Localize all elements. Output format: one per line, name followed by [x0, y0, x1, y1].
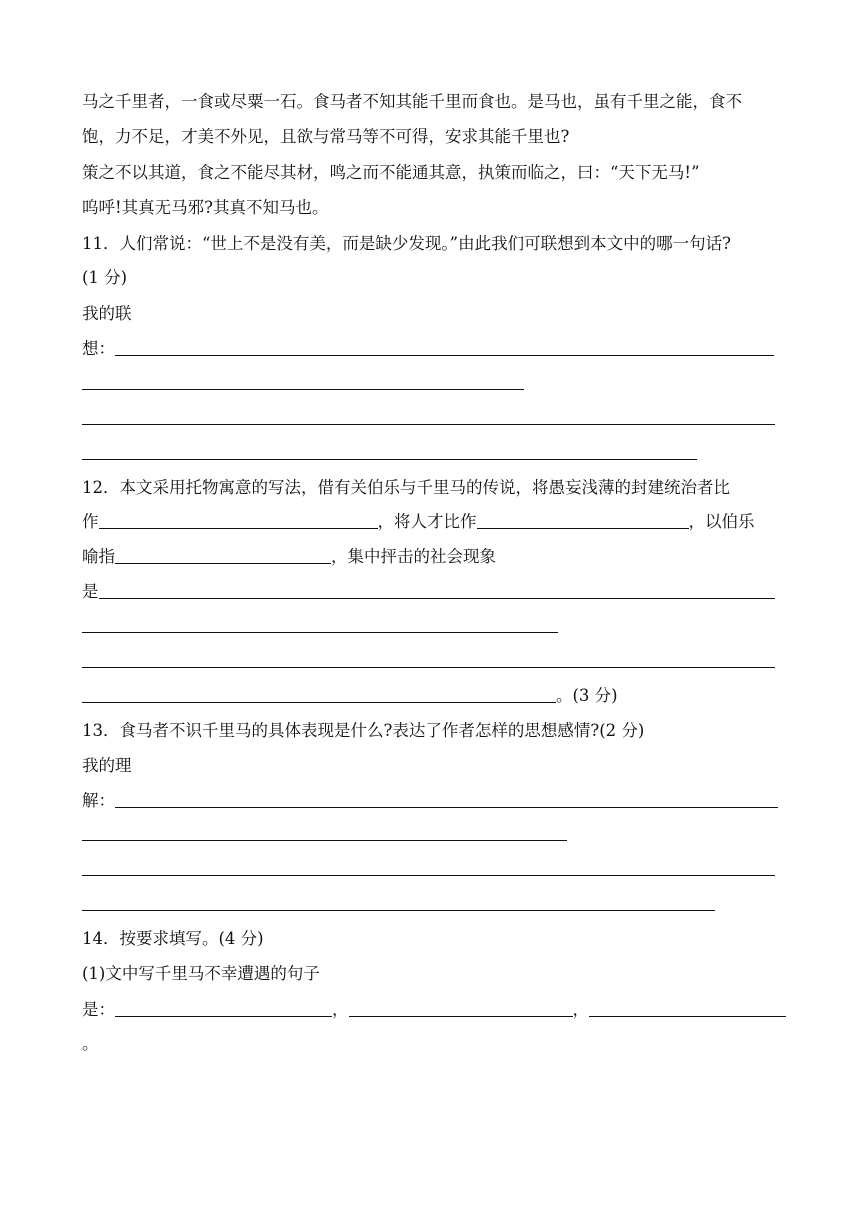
q12-blank-rulers[interactable] [99, 507, 378, 529]
q12-line-3 [82, 542, 496, 572]
q13-answer-rule-4[interactable] [82, 910, 715, 911]
q13-answer-rule-2[interactable] [82, 840, 567, 841]
passage-line-4: 呜呼!其真无马邪?其真不知马也。 [82, 198, 329, 217]
q12-answer-rule-2[interactable] [82, 632, 558, 633]
q12-text-rencai: ，将人才比作 [377, 512, 477, 531]
q12-text-yuzhi: 喻指 [82, 547, 115, 566]
q13-answer-line-1 [82, 786, 778, 816]
q12-text-zuo: 作 [82, 512, 99, 531]
passage-line-3: 策之不以其道，食之不能尽其材，鸣之而不能通其意，执策而临之，曰：“天下无马!” [82, 163, 700, 182]
q14-line-3 [82, 995, 786, 1025]
q11-answer-rule-2[interactable] [82, 389, 524, 390]
q12-blank-last[interactable] [82, 681, 556, 703]
q12-score: 。(3 分) [556, 686, 618, 705]
q13-label-a: 我的理 [82, 756, 132, 775]
q12-line-2 [82, 507, 755, 537]
q14-comma-2: ， [572, 1000, 589, 1019]
q12-text-xianxiang: ，集中抨击的社会现象 [331, 547, 496, 566]
q12-stem: 12．本文采用托物寓意的写法，借有关伯乐与千里马的传说，将愚妄浅薄的封建统治者比 [82, 478, 730, 497]
q13-answer-rule-3[interactable] [82, 875, 775, 876]
q12-blank-phenomenon[interactable] [99, 577, 775, 599]
q13-label-b: 解： [82, 791, 115, 810]
q11-answer-rule-4[interactable] [82, 459, 697, 460]
q12-blank-bole[interactable] [115, 542, 331, 564]
q12-text-shi: 是 [82, 582, 99, 601]
q12-answer-rule-3[interactable] [82, 667, 775, 668]
q11-answer-line-1 [82, 334, 774, 364]
q14-blank-1[interactable] [115, 995, 332, 1017]
q12-text-bole: ，以伯乐 [688, 512, 755, 531]
q14-tail: 。 [82, 1034, 99, 1053]
passage-line-1: 马之千里者，一食或尽粟一石。食马者不知其能千里而食也。是马也，虽有千里之能，食不 [82, 92, 742, 111]
q13-answer-blank[interactable] [115, 786, 778, 808]
q14-blank-2[interactable] [349, 995, 573, 1017]
q12-line-last [82, 681, 618, 711]
q11-stem: 11．人们常说：“世上不是没有美，而是缺少发现。”由此我们可联想到本文中的哪一句话? [82, 234, 731, 253]
q12-blank-talent[interactable] [477, 507, 689, 529]
q13-stem: 13．食马者不识千里马的具体表现是什么?表达了作者怎样的思想感情?(2 分) [82, 721, 645, 740]
q11-score: (1 分) [82, 268, 128, 287]
q11-answer-rule-3[interactable] [82, 424, 775, 425]
q14-comma-1: ， [332, 1000, 349, 1019]
q11-label-b: 想： [82, 339, 115, 358]
q14-sub1: (1)文中写千里马不幸遭遇的句子 [82, 964, 320, 983]
q14-blank-3[interactable] [589, 995, 786, 1017]
passage-line-2: 饱，力不足，才美不外见，且欲与常马等不可得，安求其能千里也? [82, 127, 570, 146]
q12-line-4 [82, 577, 775, 607]
q14-stem: 14．按要求填写。(4 分) [82, 929, 264, 948]
q11-answer-blank[interactable] [115, 334, 774, 356]
q14-text-shi: 是： [82, 1000, 115, 1019]
q11-label-a: 我的联 [82, 304, 132, 323]
